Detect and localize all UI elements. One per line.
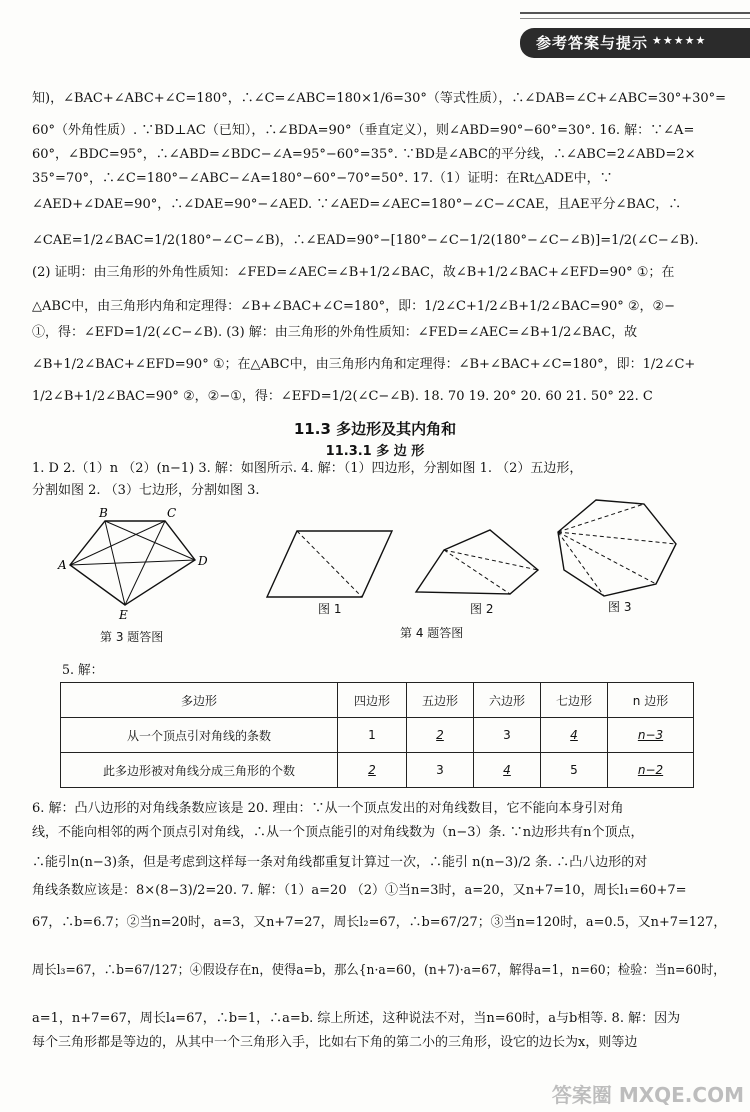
vertex-label-d: D xyxy=(198,554,208,568)
table-cell xyxy=(541,718,608,753)
vertex-label-b: B xyxy=(99,506,108,520)
table-header-cell: 七边形 xyxy=(541,683,608,718)
cell-value: n−3 xyxy=(637,728,664,742)
cell-value: 4 xyxy=(570,728,578,742)
table-cell: 5 xyxy=(541,753,608,788)
vertex-label-e: E xyxy=(119,608,128,622)
text-line: ∠B+1/2∠BAC+∠EFD=90° ①；在△ABC中，由三角形内角和定理得：∠B+∠BAC+∠C=180°，即：1/2∠C+ xyxy=(32,357,696,372)
table-header-cell: 五边形 xyxy=(407,683,474,718)
table-cell: 3 xyxy=(407,753,474,788)
table-cell xyxy=(338,753,407,788)
text-line: 1/2∠B+1/2∠BAC=90° ②，②−①，得：∠EFD=1/2(∠C−∠B). 18. 70 19. 20° 20. 60 21. 50° 22. C xyxy=(32,389,653,404)
table-cell: 从一个顶点引对角线的条数 xyxy=(61,718,338,753)
table-cell xyxy=(474,753,541,788)
text-line: 周长l₃=67，∴b=67/127；④假设存在n，使得a=b，那么{n·a=60，(n+7)·a=67，解得a=1，n=60；检验：当n=60时， xyxy=(32,963,726,978)
text-line: a=1，n+7=67，周长l₄=67，∴b=1，∴a=b. 综上所述，这种说法不对，当n=60时，a与b相等. 8. 解：因为 xyxy=(32,1011,681,1026)
pentagon-split-figure xyxy=(412,528,542,598)
vertex-label-c: C xyxy=(167,506,177,520)
subsection-title: 11.3.1 多 边 形 xyxy=(325,444,425,459)
cell-value: n−2 xyxy=(637,763,664,777)
text-line: 线，不能向相邻的两个顶点引对角线，∴从一个顶点能引的对角线数为（n−3）条. ∵n边形共有n个顶点， xyxy=(32,825,644,840)
table-header-cell: n 边形 xyxy=(608,683,694,718)
table-row xyxy=(61,718,694,753)
figure-2-caption: 图 2 xyxy=(470,602,494,616)
table-header-row xyxy=(61,683,694,718)
text-line: 60°，∠BDC=95°，∴∠ABD=∠BDC−∠A=95°−60°=35°. ∵BD是∠ABC的平分线，∴∠ABC=2∠ABD=2× xyxy=(32,147,696,162)
quadrilateral-figure xyxy=(262,525,394,601)
text-line: 每个三角形都是等边的，从其中一个三角形入手，比如右下角的第二小的三角形，设它的边长为x，则等边 xyxy=(32,1035,638,1050)
text-line: 67，∴b=6.7；②当n=20时，a=3，又n+7=27，周长l₂=67，∴b=67/27；③当n=120时，a=0.5，又n+7=127， xyxy=(32,915,727,930)
header-stars: ★★★★★ xyxy=(652,34,707,47)
q4-figure-caption: 第 4 题答图 xyxy=(400,626,464,640)
text-line: 60°（外角性质）. ∵BD⊥AC（已知），∴∠BDA=90°（垂直定义），则∠ABD=90°−60°=30°. 16. 解：∵∠A= xyxy=(32,123,695,138)
text-line: ∠AED+∠DAE=90°，∴∠DAE=90°−∠AED. ∵∠AED=∠AEC=180°−∠C−∠CAE，且AE平分∠BAC，∴ xyxy=(32,197,682,212)
table-cell xyxy=(407,718,474,753)
text-line: 知)，∠BAC+∠ABC+∠C=180°，∴∠C=∠ABC=180×1/6=30°（等式性质），∴∠DAB=∠C+∠ABC=30°+30°= xyxy=(32,91,727,106)
text-line: 1. D 2.（1）n （2）(n−1) 3. 解：如图所示. 4. 解：（1）四边形，分割如图 1. （2）五边形， xyxy=(32,461,583,476)
figure-1-caption: 图 1 xyxy=(318,602,342,616)
page-header xyxy=(520,0,750,64)
table-cell: 1 xyxy=(338,718,407,753)
cell-value: 2 xyxy=(436,728,444,742)
header-title: 参考答案与提示 xyxy=(536,34,649,52)
text-line: 分割如图 2. （3）七边形，分割如图 3. xyxy=(32,483,260,498)
cell-value: 4 xyxy=(503,763,511,777)
cell-value: 2 xyxy=(368,763,376,777)
pentagon-figure xyxy=(55,505,215,625)
watermark-logo: 答案圈 MXQE.COM xyxy=(551,1083,744,1107)
figure-3-caption: 图 3 xyxy=(608,600,632,614)
table-cell xyxy=(608,753,694,788)
header-rule-thin xyxy=(520,18,750,19)
q3-figure-caption: 第 3 题答图 xyxy=(100,630,164,644)
text-line: (2) 证明：由三角形的外角性质知：∠FED=∠AEC=∠B+1/2∠BAC，故∠B+1/2∠BAC+∠EFD=90° ①；在 xyxy=(32,265,675,280)
table-cell: 此多边形被对角线分成三角形的个数 xyxy=(61,753,338,788)
section-title: 11.3 多边形及其内角和 xyxy=(293,420,457,438)
table-row xyxy=(61,753,694,788)
heptagon-split-figure xyxy=(552,496,682,602)
table-header-cell: 四边形 xyxy=(338,683,407,718)
q5-label: 5. 解： xyxy=(62,663,104,678)
vertex-label-a: A xyxy=(58,558,67,572)
header-rule xyxy=(520,12,750,14)
table-header-cell: 多边形 xyxy=(61,683,338,718)
text-line: 角线条数应该是：8×(8−3)/2=20. 7. 解：（1）a=20 （2）①当n=3时，a=20，又n+7=10，周长l₁=60+7= xyxy=(32,883,687,898)
text-line: 35°=70°，∴∠C=180°−∠ABC−∠A=180°−60°−70°=50°. 17.（1）证明：在Rt△ADE中，∵ xyxy=(32,171,613,186)
text-line: ∠CAE=1/2∠BAC=1/2(180°−∠C−∠B)，∴∠EAD=90°−[180°−∠C−1/2(180°−∠C−∠B)]=1/2(∠C−∠B). xyxy=(32,233,699,248)
text-line: ∴能引n(n−3)条，但是考虑到这样每一条对角线都重复计算过一次，∴能引 n(n−3)/2 条. ∴凸八边形的对 xyxy=(32,855,648,870)
text-line: △ABC中，由三角形内角和定理得：∠B+∠BAC+∠C=180°，即：1/2∠C+1/2∠B+1/2∠BAC=90° ②，②− xyxy=(32,299,676,314)
text-line: 6. 解：凸八边形的对角线条数应该是 20. 理由：∵从一个顶点发出的对角线数目，它不能向本身引对角 xyxy=(32,801,624,816)
table-header-cell: 六边形 xyxy=(474,683,541,718)
table-cell xyxy=(608,718,694,753)
table-cell: 3 xyxy=(474,718,541,753)
polygon-table xyxy=(60,682,694,788)
text-line: ①，得：∠EFD=1/2(∠C−∠B). (3) 解：由三角形的外角性质知：∠FED=∠AEC=∠B+1/2∠BAC，故 xyxy=(32,325,638,340)
